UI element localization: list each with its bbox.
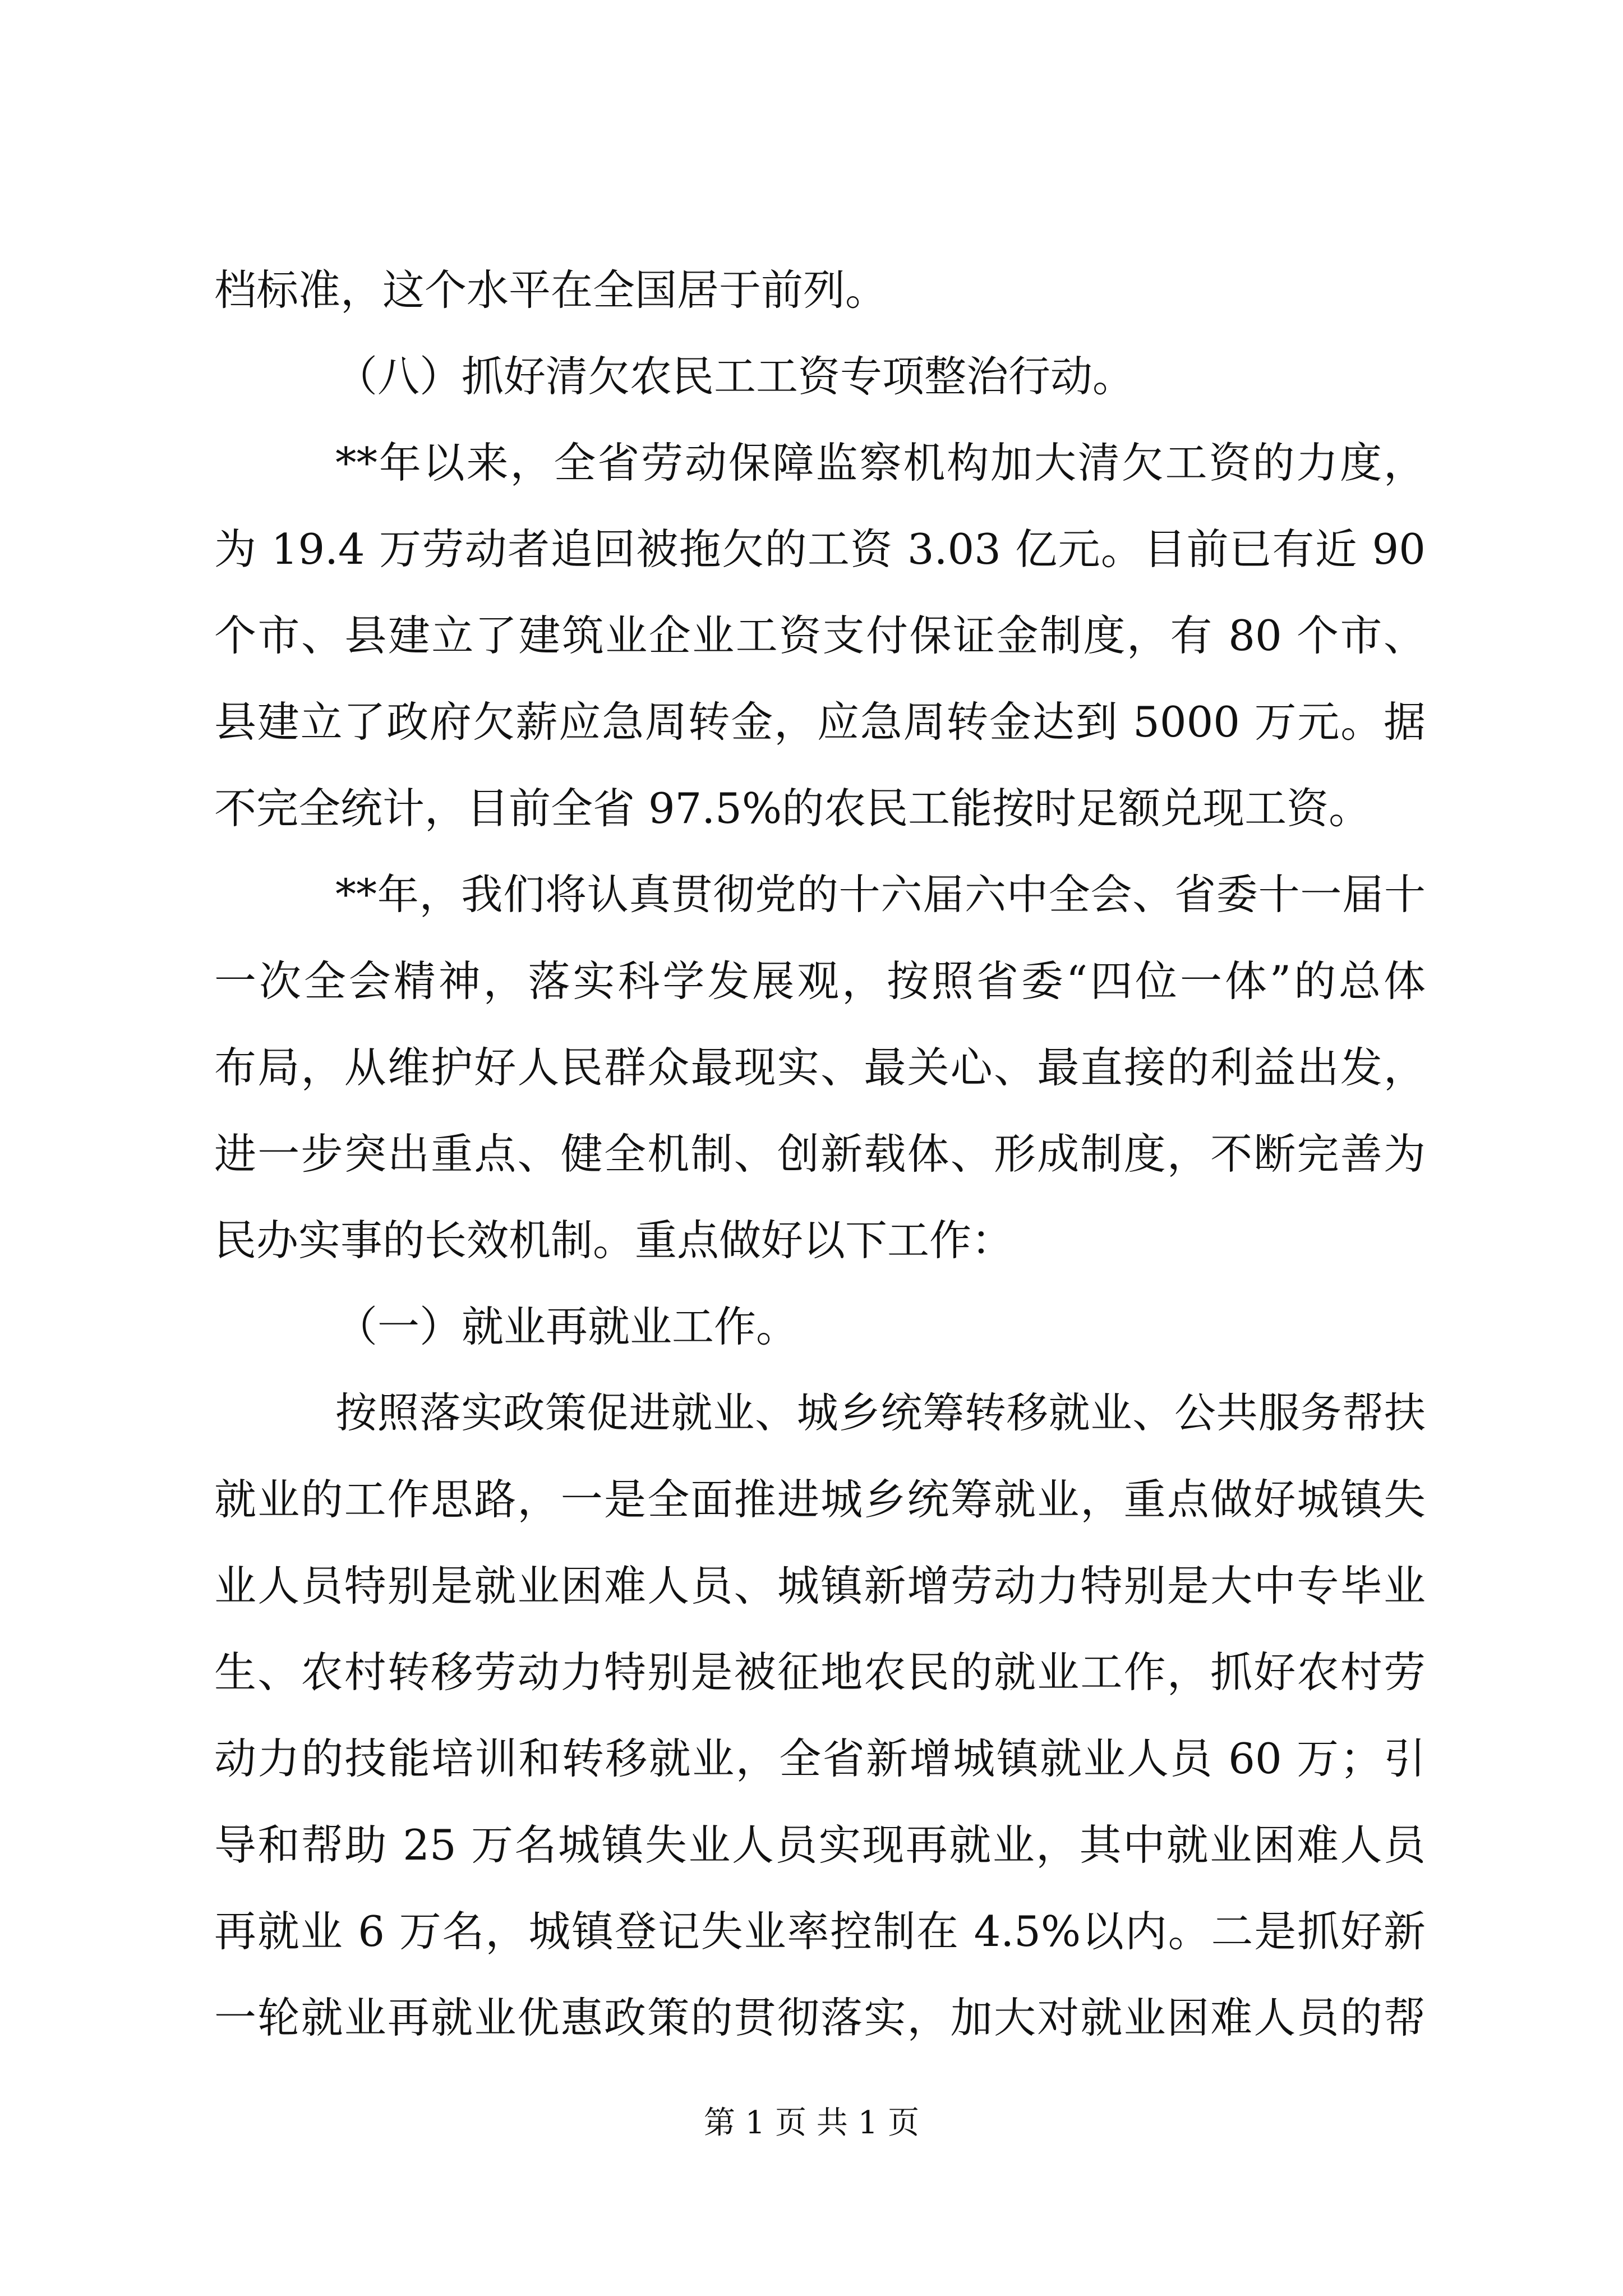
text-line: 县建立了政府欠薪应急周转金，应急周转金达到 5000 万元。据 (214, 697, 1426, 747)
text-line: 业人员特别是就业困难人员、城镇新增劳动力特别是大中专毕业 (214, 1561, 1426, 1611)
text-line: 不完全统计，目前全省 97.5%的农民工能按时足额兑现工资。 (214, 784, 1371, 833)
text-line: （八）抓好清欠农民工工资专项整治行动。 (335, 352, 1135, 401)
text-line: 再就业 6 万名，城镇登记失业率控制在 4.5%以内。二是抓好新 (214, 1907, 1426, 1956)
text-line: 为 19.4 万劳动者追回被拖欠的工资 3.03 亿元。目前已有近 90 (214, 524, 1426, 574)
text-line: 一次全会精神，落实科学发展观，按照省委“四位一体”的总体 (214, 956, 1426, 1006)
text-line: 按照落实政策促进就业、城乡统筹转移就业、公共服务帮扶 (335, 1389, 1426, 1437)
text-line: 一轮就业再就业优惠政策的贯彻落实，加大对就业困难人员的帮 (214, 1993, 1426, 2042)
text-line: **年，我们将认真贯彻党的十六届六中全会、省委十一届十 (335, 871, 1426, 919)
body-text (214, 247, 1426, 2061)
text-line: 民办实事的长效机制。重点做好以下工作： (214, 1216, 1014, 1265)
text-line: 导和帮助 25 万名城镇失业人员实现再就业，其中就业困难人员 (214, 1820, 1426, 1870)
page-footer: 第 1 页 共 1 页 (703, 2105, 920, 2141)
text-line: 进一步突出重点、健全机制、创新载体、形成制度，不断完善为 (214, 1129, 1426, 1179)
text-line: 布局，从维护好人民群众最现实、最关心、最直接的利益出发， (214, 1043, 1426, 1092)
text-line: （一）就业再就业工作。 (335, 1302, 799, 1351)
text-line: 动力的技能培训和转移就业，全省新增城镇就业人员 60 万；引 (214, 1734, 1426, 1783)
text-line: **年以来，全省劳动保障监察机构加大清欠工资的力度， (335, 438, 1426, 487)
text-line: 就业的工作思路，一是全面推进城乡统筹就业，重点做好城镇失 (214, 1475, 1426, 1524)
text-line: 个市、县建立了建筑业企业工资支付保证金制度，有 80 个市、 (214, 611, 1426, 660)
text-line: 生、农村转移劳动力特别是被征地农民的就业工作，抓好农村劳 (214, 1648, 1426, 1697)
text-line: 档标准，这个水平在全国居于前列。 (214, 265, 888, 315)
